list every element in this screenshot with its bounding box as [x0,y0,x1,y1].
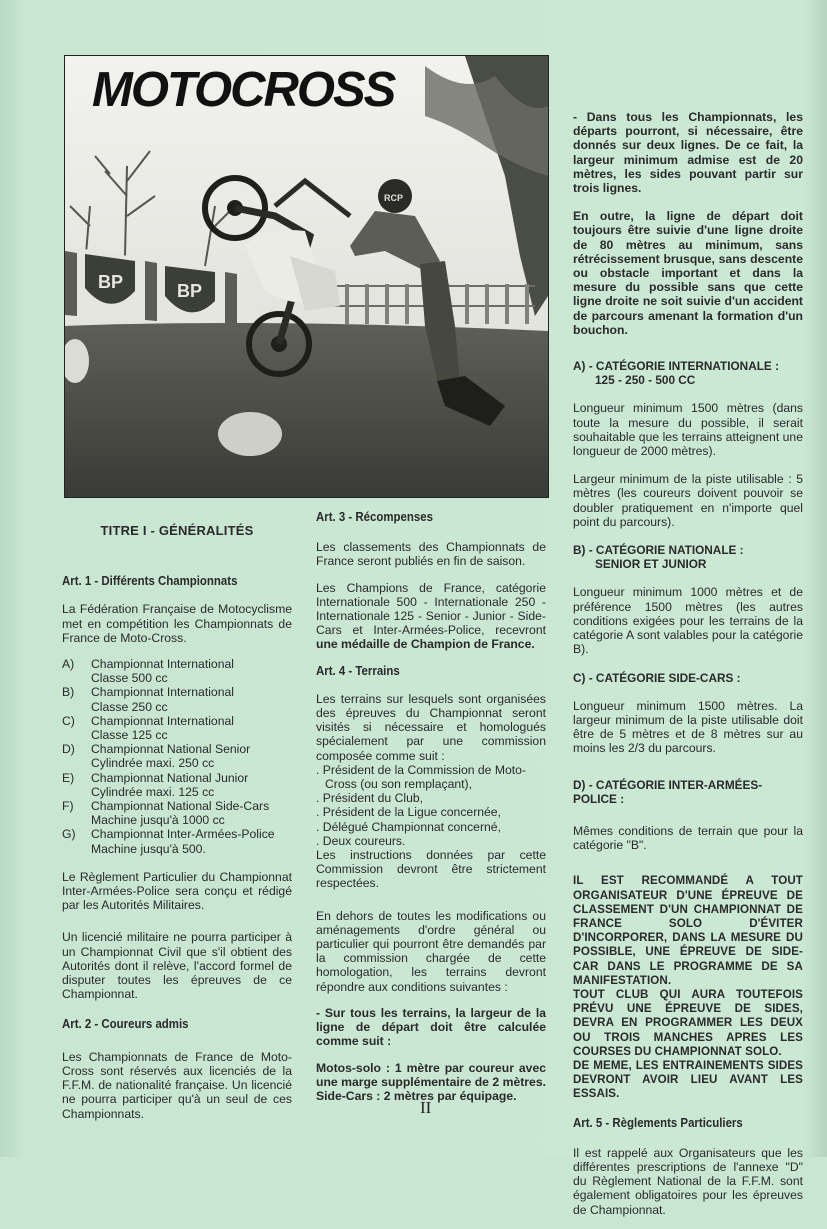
art3-paragraph-1: Les classements des Championnats de France seront publiés en fin de saison. [316,540,546,569]
cat-a-heading: A) - CATÉGORIE INTERNATIONALE : 125 - 250 - 500 CC [573,359,779,388]
licencie-paragraph: Un licencié militaire ne pourra participer à un Championnat Civil que s'il obtient des Autorités dont il relève, l'accord formel de disputer toutes les épreuves de ce Championnat. [62,930,292,1002]
caps-paragraph-2: TOUT CLUB QUI AURA TOUTEFOIS PRÉVU UNE ÉPREUVE DE SIDES, DEVRA EN PROGRAMMER LES DEUX OU TROIS MANCHES APRES LES COURSES DU CHAMPIONNAT SOLO. [573,987,803,1058]
cat-b-heading: B) - CATÉGORIE NATIONALE : SENIOR ET JUNIOR [573,543,744,572]
list-item: . Président de la Commission de Moto-Cross (ou son remplaçant), [316,762,526,792]
list-item: D) Championnat National Senior Cylindrée maxi. 250 cc [62,742,251,771]
depart-paragraph-1: - Dans tous les Championnats, les départs pourront, si nécessaire, être donnés sur deux lignes. De ce fait, la largeur minimum admise est de 20 mètres, les sides pouvant partir sur trois lignes. [573,110,803,196]
art4-paragraph-1: Les terrains sur lesquels sont organisées des épreuves du Championnat seront visités si nécessaire et homologués spécialement par une commission composée comme suit : [316,691,546,763]
cat-b-paragraph: Longueur minimum 1000 mètres et de préférence 1500 mètres (les autres conditions exigées pour les terrains de la catégorie A sont valables pour la catégorie B). [573,585,803,657]
art2-paragraph: Les Championnats de France de Moto-Cross sont réservés aux licenciés de la F.F.M. de nationalité française. Un licencié ne pourra participer qu'à un seul de ces Championnats. [62,1049,292,1121]
column-middle [316,510,546,1115]
cat-a-paragraph-2: Largeur minimum de la piste utilisable : 5 mètres (les coureurs doivent pouvoir se doubler pratiquement en n'importe quel point du parcours). [573,472,803,529]
list-item: G) Championnat Inter-Armées-Police Machine jusqu'à 500. [62,827,275,856]
motocross-photo [64,55,549,498]
depart-paragraph-2: En outre, la ligne de départ doit toujours être suivie d'une ligne droite de 80 mètres au minimum, sans rétrécissement brusque, sans descente ou obstacle important et dans la mesure du possible sans que cette ligne droite ne soit suivie d'un accident de parcours amenant la formation d'un bouchon. [573,209,803,337]
art4-heading: Art. 4 - Terrains [316,662,400,678]
list-item: . Président du Club, [316,791,424,806]
bp-logo-2: BP [177,281,203,301]
page-number: II [420,1098,432,1117]
bp-logo-1: BP [98,272,124,292]
art5-heading: Art. 5 - Règlements Particuliers [573,1114,743,1130]
list-item: B) Championnat International Classe 250 cc [62,685,234,714]
list-item: A) Championnat International Classe 500 cc [62,657,234,686]
column-left [62,524,292,1133]
list-item: . Délégué Championnat concerné, [316,819,501,834]
championship-list [62,657,292,856]
caps-paragraph-1: IL EST RECOMMANDÉ A TOUT ORGANISATEUR D'UNE ÉPREUVE DE CLASSEMENT D'UN CHAMPIONNAT DE FRANCE SOLO D'ÉVITER D'INCORPORER, DANS LA MESURE DU POSSIBLE, UNE ÉPREUVE DE SIDE-CAR DANS LE PROGRAMME DE SA MANIFESTATION. [573,874,803,987]
cat-c-paragraph: Longueur minimum 1500 mètres. La largeur minimum de la piste utilisable doit être de 5 mètres et de 8 mètres sur au moins les 2/3 du parcours. [573,698,803,756]
commission-list [316,763,546,848]
art1-intro: La Fédération Française de Motocyclisme met en compétition les Championnats de France de Moto-Cross. [62,602,292,645]
art4-paragraph-2: Les instructions données par cette Commission devront être strictement respectées. [316,848,546,891]
art1-heading: Art. 1 - Différents Championnats [62,573,238,589]
cat-d-heading: D) - CATÉGORIE INTER-ARMÉES-POLICE : [573,777,763,806]
titre-heading: TITRE I - GÉNÉRALITÉS [100,523,254,538]
list-item: E) Championnat National Junior Cylindrée maxi. 125 cc [62,770,249,799]
list-item: . Deux coureurs. [316,833,406,848]
art5-paragraph: Il est rappelé aux Organisateurs que les différentes prescriptions de l'annexe "D" du Règlement National de la F.F.M. sont également obligatoires pour les épreuves de Championnat. [573,1145,803,1217]
caps-paragraph-3: DE MEME, LES ENTRAINEMENTS SIDES DEVRONT AVOIR LIEU AVANT LES ESSAIS. [573,1058,803,1101]
art4-paragraph-5: Motos-solo : 1 mètre par coureur avec une marge supplémentaire de 2 mètres. Side-Cars : 2 mètres par équipage. [316,1060,546,1103]
cat-d-paragraph: Mêmes conditions de terrain que pour la catégorie "B". [573,823,803,853]
art3-heading: Art. 3 - Récompenses [316,509,433,524]
list-item: C) Championnat International Classe 125 cc [62,713,234,743]
reglement-paragraph: Le Règlement Particulier du Championnat Inter-Armées-Police sera conçu et rédigé par les Autorités Militaires. [62,869,292,913]
column-right [573,110,803,1229]
page-title: MOTOCROSS [92,63,395,117]
rider-photo-illustration [65,56,548,497]
cat-a-paragraph-1: Longueur minimum 1500 mètres (dans toute la mesure du possible, il serait souhaitable que les terrains atteignent une longueur de 2000 mètres). [573,401,803,459]
art3-paragraph-2: Les Champions de France, catégorie Internationale 500 - Internationale 250 - Internationale 125 - Senior - Junior - Side-Cars et Inter-Armées-Police, recevront une médaille de Champion de France. [316,580,546,652]
art2-heading: Art. 2 - Coureurs admis [62,1016,189,1032]
art4-paragraph-3: En dehors de toutes les modifications ou aménagements d'ordre général ou particulier qui pourront être demandés par la commission chargée de cette homologation, les terrains devront répondre aux conditions suivantes : [316,908,546,994]
list-item: . Président de la Ligue concernée, [316,805,501,820]
art4-paragraph-4: - Sur tous les terrains, la largeur de la ligne de départ doit être calculée comme suit : [316,1005,546,1049]
cat-c-heading: C) - CATÉGORIE SIDE-CARS : [573,670,741,685]
helmet-text: RCP [384,193,404,203]
list-item: F) Championnat National Side-Cars Machine jusqu'à 1000 cc [62,799,270,828]
